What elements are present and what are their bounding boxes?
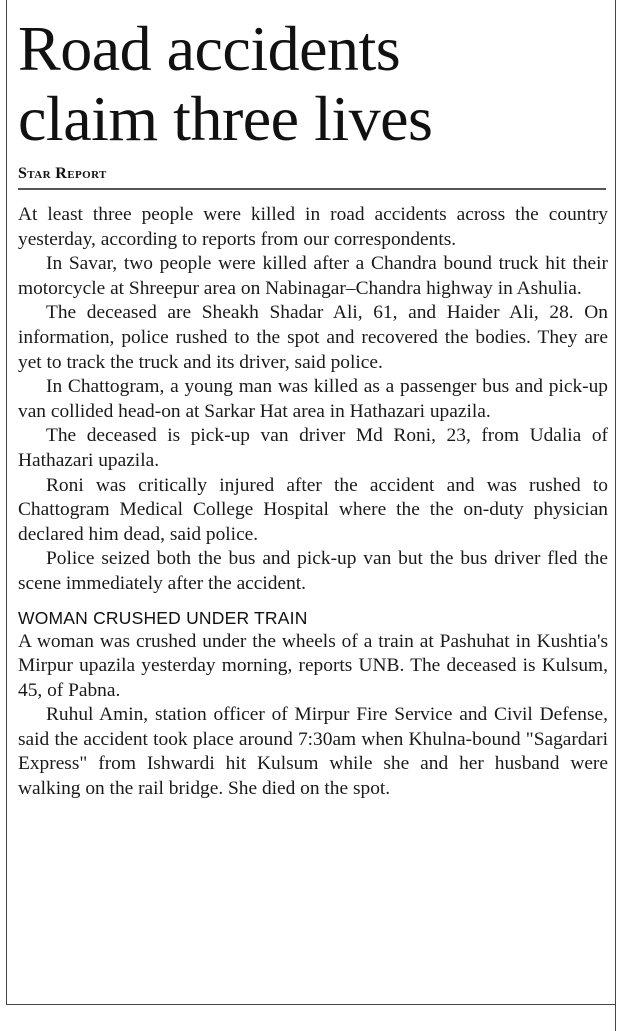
article-body [18, 203, 608, 802]
paragraph-6: Roni was critically injured after the accident and was rushed to Chattogram Medical College Hospital where the the on-duty physician declared him dead, said police. [18, 474, 608, 545]
sub-paragraph-1: A woman was crushed under the wheels of a train at Pashuhat in Kushtia's Mirpur upazila yesterday morning, reports UNB. The deceased is Kulsum, 45, of Pabna. [18, 630, 608, 701]
headline-line-2: claim three lives [18, 83, 433, 154]
sub-paragraph-2: Ruhul Amin, station officer of Mirpur Fire Service and Civil Defense, said the accident took place around 7:30am when Khulna-bound "Sagardari Express" from Ishwardi hit Kulsum while she and her husband were walking on the rail bridge. She died on the spot. [18, 704, 608, 800]
paragraph-3: The deceased are Sheakh Shadar Ali, 61, and Haider Ali, 28. On information, police rushed to the spot and recovered the bodies. They are yet to track the truck and its driver, said police. [18, 302, 608, 373]
paragraph-5: The deceased is pick-up van driver Md Roni, 23, from Udalia of Hathazari upazila. [18, 425, 608, 471]
byline-divider [18, 188, 606, 190]
right-column-rule [615, 0, 616, 1031]
paragraph-4: In Chattogram, a young man was killed as a passenger bus and pick-up van collided head-on at Sarkar Hat area in Hathazari upazila. [18, 376, 608, 422]
headline-line-1: Road accidents [18, 13, 401, 84]
paragraph-2: In Savar, two people were killed after a Chandra bound truck hit their motorcycle at Shreepur area on Nabinagar–Chandra highway in Ashulia. [18, 253, 608, 299]
left-column-rule [6, 0, 7, 1004]
bottom-rule [6, 1004, 616, 1005]
headline [18, 0, 608, 154]
subheading: WOMAN CRUSHED UNDER TRAIN [18, 607, 308, 628]
article [18, 0, 608, 802]
byline: Star Report [18, 165, 107, 182]
paragraph-7: Police seized both the bus and pick-up van but the bus driver fled the scene immediately after the accident. [18, 548, 608, 594]
paragraph-1: At least three people were killed in road accidents across the country yesterday, according to reports from our correspondents. [18, 204, 608, 250]
